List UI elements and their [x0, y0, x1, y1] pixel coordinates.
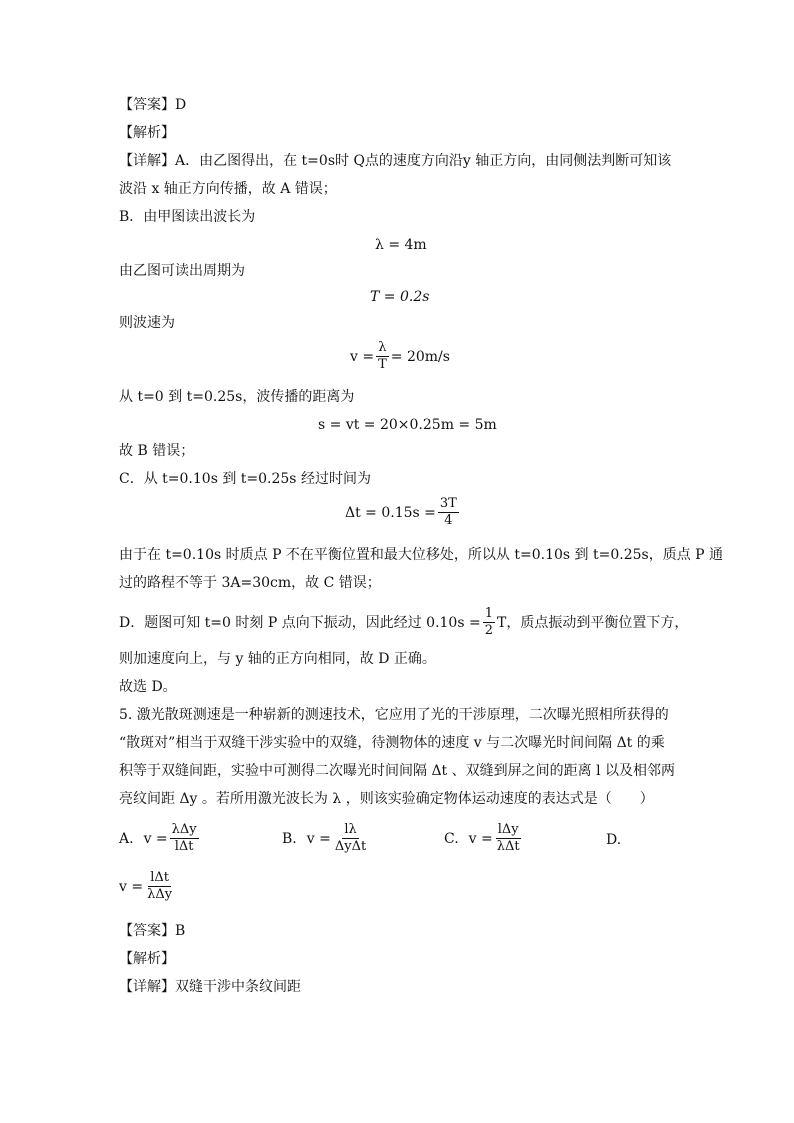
detail-line-c1: C．从 t=0.10s 到 t=0.25s 经过时间为 [119, 471, 371, 487]
equation-delta-t [345, 496, 461, 529]
eq-dt-lhs: Δt = 0.15s = [345, 504, 436, 521]
conclusion-line: 故选 D。 [119, 679, 177, 695]
detail-line-b2: 由乙图可读出周期为 [119, 263, 245, 279]
option-a-fraction [170, 822, 199, 855]
eq-v-denominator: T [378, 357, 387, 372]
option-a-label: A. [119, 830, 134, 847]
detail-line-c3: 过的路程不等于 3A=30cm，故 C 错误； [119, 575, 381, 591]
eq-dt-numerator: 3T [439, 496, 457, 511]
option-a-lhs: v = [143, 830, 168, 847]
eq-v-numerator: λ [378, 340, 387, 355]
detail-label: 【详解】 [119, 153, 175, 169]
detail-line-b4: 从 t=0 到 t=0.25s，波传播的距离为 [119, 389, 355, 405]
detail-line-c2: 由于在 t=0.10s 时质点 P 不在平衡位置和最大位移处，所以从 t=0.10s 到 t=0.25s，质点 P 通 [119, 547, 724, 563]
option-c-fraction [495, 822, 522, 855]
answer-value: D [175, 97, 187, 113]
detail-line-a2: 波沿 x 轴正方向传播，故 A 错误； [119, 181, 337, 197]
d-text-b: T，质点振动到平衡位置下方， [496, 614, 689, 631]
answer-label: 【答案】 [119, 97, 175, 113]
option-b-lhs: v = [306, 830, 331, 847]
detail-line-b3: 则波速为 [119, 315, 175, 331]
question5-line2: “散斑对”相当于双缝干涉实验中的双缝，待测物体的速度 v 与二次曝光时间间隔 Δt 的乘 [119, 735, 665, 751]
option-b-fraction [333, 822, 368, 855]
option-c-label: C. [444, 830, 459, 847]
eq-v-rhs: = 20m/s [390, 348, 450, 365]
detail-line-b5: 故 B 错误； [119, 443, 195, 459]
answer-value-2: B [175, 923, 186, 939]
eq-dt-fraction [438, 496, 459, 529]
option-c [444, 822, 524, 855]
option-a-numerator: λΔy [171, 822, 197, 837]
eq-v-lhs: v = [350, 348, 375, 365]
detail-line-a1 [119, 152, 671, 170]
equation-period: T = 0.2s [370, 289, 430, 305]
option-d-label: D. [606, 832, 622, 848]
option-d-fraction [145, 870, 174, 903]
equation-velocity [350, 340, 450, 373]
option-b-denominator: ΔyΔt [334, 839, 367, 854]
eq-dt-denominator: 4 [444, 513, 453, 528]
option-b [282, 822, 370, 855]
option-b-label: B. [282, 830, 297, 847]
d-fraction [483, 606, 495, 639]
option-d-denominator: λΔy [147, 887, 173, 902]
question5-line1: 5. 激光散斑测速是一种崭新的测速技术，它应用了光的干涉原理，二次曝光照相所获得的 [119, 707, 669, 723]
option-c-denominator: λΔt [496, 839, 520, 854]
answer-line-2 [119, 922, 185, 940]
analysis-label: 【解析】 [119, 125, 175, 141]
option-d [119, 870, 176, 903]
d-frac-numerator: 1 [484, 606, 493, 621]
option-c-numerator: lΔy [497, 822, 519, 837]
detail-line-2 [119, 978, 301, 996]
detail-line-d2: 则加速度向上，与 y 轴的正方向相同，故 D 正确。 [119, 651, 436, 667]
option-b-numerator: lλ [344, 822, 357, 837]
detail-text-2: 双缝干涉中条纹间距 [175, 979, 301, 995]
option-a [119, 822, 201, 855]
option-a-denominator: lΔt [174, 839, 194, 854]
equation-lambda: λ = 4m [375, 237, 427, 253]
eq-v-fraction [376, 340, 389, 373]
answer-label-2: 【答案】 [119, 923, 175, 939]
detail-line-b1: B．由甲图读出波长为 [119, 209, 256, 225]
detail-label-2: 【详解】 [119, 979, 175, 995]
option-c-lhs: v = [468, 830, 493, 847]
detail-text: A．由乙图得出，在 t=0s时 Q点的速度方向沿y 轴正方向，由同侧法判断可知该 [175, 153, 672, 169]
question5-line4: 亮纹间距 Δy 。若所用激光波长为 λ ，则该实验确定物体运动速度的表达式是（ ） [119, 791, 654, 807]
analysis-label-2: 【解析】 [119, 951, 175, 967]
option-d-lhs: v = [119, 878, 144, 895]
question5-line3: 积等于双缝间距，实验中可测得二次曝光时间间隔 Δt 、双缝到屏之间的距离 l 以及相邻两 [119, 763, 676, 779]
answer-line [119, 96, 186, 114]
equation-distance: s = vt = 20×0.25m = 5m [318, 417, 497, 433]
detail-line-d1 [119, 606, 688, 639]
d-frac-denominator: 2 [484, 623, 493, 638]
option-d-numerator: lΔt [150, 870, 169, 885]
d-text-a: D．题图可知 t=0 时刻 P 点向下振动，因此经过 0.10s = [119, 614, 481, 631]
